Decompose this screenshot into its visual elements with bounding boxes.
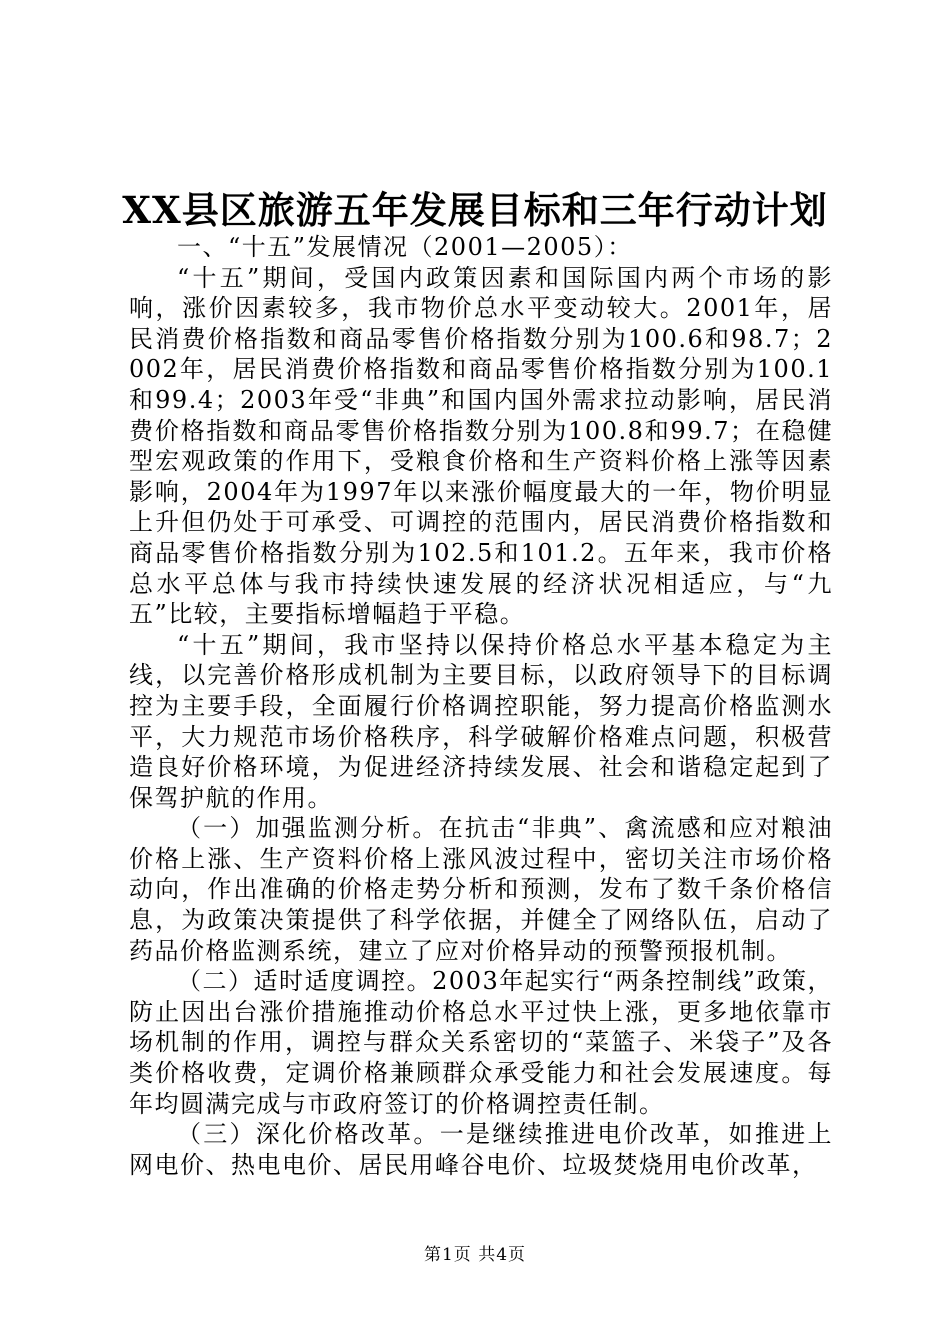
document-body: [129, 232, 833, 1180]
paragraph-regulation: （二）适时适度调控。2003年起实行“两条控制线”政策，防止因出台涨价措施推动价格总水平过快上涨，更多地依靠市场机制的作用，调控与群众关系密切的“菜篮子、米袋子”及各类价格收费，定调价格兼顾群众承受能力和社会发展速度。每年均圆满完成与市政府签订的价格调控责任制。: [129, 967, 833, 1118]
paragraph-price-overview: “十五”期间，受国内政策因素和国际国内两个市场的影响，涨价因素较多，我市物价总水平变动较大。2001年，居民消费价格指数和商品零售价格指数分别为100.6和98.7；2002年，居民消费价格指数和商品零售价格指数分别为100.1和99.4；2003年受“非典”和国内国外需求拉动影响，居民消费价格指数和商品零售价格指数分别为100.8和99.7；在稳健型宏观政策的作用下，受粮食价格和生产资料价格上涨等因素影响，2004年为1997年以来涨价幅度最大的一年，物价明显上升但仍处于可承受、可调控的范围内，居民消费价格指数和商品零售价格指数分别为102.5和101.2。五年来，我市价格总水平总体与我市持续快速发展的经济状况相适应，与“九五”比较，主要指标增幅趋于平稳。: [129, 263, 833, 629]
paragraph-price-policy: “十五”期间，我市坚持以保持价格总水平基本稳定为主线，以完善价格形成机制为主要目标，以政府领导下的目标调控为主要手段，全面履行价格调控职能，努力提高价格监测水平，大力规范市场价格秩序，科学破解价格难点问题，积极营造良好价格环境，为促进经济持续发展、社会和谐稳定起到了保驾护航的作用。: [129, 630, 833, 812]
paragraph-reform: （三）深化价格改革。一是继续推进电价改革，如推进上网电价、热电电价、居民用峰谷电价、垃圾焚烧用电价改革，: [129, 1120, 833, 1179]
page-footer: 第1页 共4页: [423, 1245, 527, 1265]
document-title: XX县区旅游五年发展目标和三年行动计划: [122, 188, 828, 232]
section-heading: 一、“十五”发展情况（2001—2005）：: [177, 233, 633, 261]
paragraph-monitoring: （一）加强监测分析。在抗击“非典”、禽流感和应对粮油价格上涨、生产资料价格上涨风波过程中，密切关注市场价格动向，作出准确的价格走势分析和预测，发布了数千条价格信息，为政策决策提供了科学依据，并健全了网络队伍，启动了药品价格监测系统，建立了应对价格异动的预警预报机制。: [129, 814, 833, 965]
